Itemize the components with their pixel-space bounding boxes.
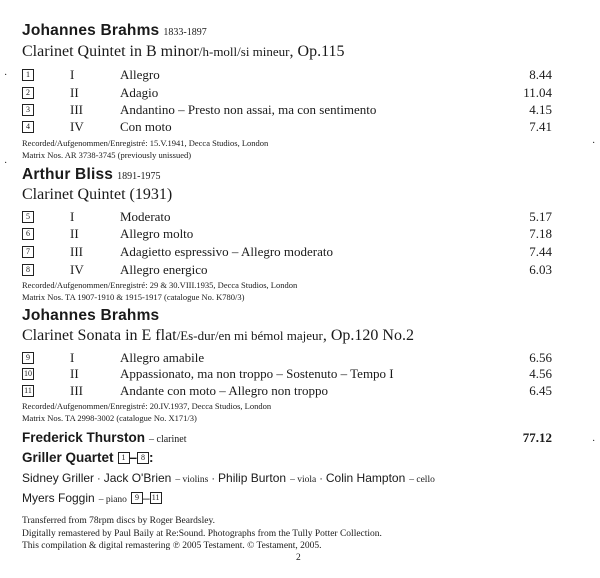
movement-number: IV [70,119,84,134]
track-duration: 6.03 [529,262,552,277]
track-range-dash: – [142,491,150,505]
page-number: 2 [296,553,301,563]
track-row [22,209,552,226]
movement-title: Andante con moto – Allegro non troppo [120,383,328,398]
track-range-start-box: 9 [131,492,143,504]
movement-number: III [70,383,83,398]
track-number-box: 2 [22,87,34,99]
composer-dates: 1833-1897 [163,27,207,38]
movement-title: Adagio [120,85,159,100]
member-name: Sidney Griller [22,471,95,485]
member-role: – cello [409,475,435,485]
track-range-end-box: 11 [150,492,162,504]
track-duration: 7.41 [529,119,552,134]
scan-mark: · [4,158,8,169]
scan-mark: · [592,436,596,447]
track-duration: 4.15 [529,102,552,117]
movement-title: Allegro amabile [120,350,205,365]
recording-note: Recorded/Aufgenommen/Enregistré: 15.V.1941, Decca Studios, London [22,138,269,148]
track-row [22,85,552,102]
work-title-translations: /h-moll/si mineur [198,44,290,59]
composer-heading-bliss [22,166,160,184]
performer-clarinet [22,429,187,447]
movement-number: I [70,209,75,224]
track-duration: 4.56 [529,366,552,381]
track-number-box: 10 [24,369,32,378]
work-opus: , Op.115 [289,43,345,60]
member-name: Colin Hampton [325,471,406,485]
work-title-brahms-quintet [22,43,344,61]
movement-number: II [70,366,79,381]
separator-dot: · [211,473,216,485]
pianist-role: – piano [98,495,127,505]
track-number-box: 9 [22,352,34,364]
recording-note: Recorded/Aufgenommen/Enregistré: 29 & 30.VIII.1935, Decca Studios, London [22,280,298,290]
track-row [22,350,552,367]
credits-block [22,515,382,553]
composer-heading-brahms [22,22,207,40]
performer-name: Frederick Thurston [22,430,146,445]
composer-name: Johannes Brahms [22,307,160,324]
matrix-note: Matrix Nos. TA 2998-3002 (catalogue No. X171/3) [22,413,197,423]
track-range-start-box: 1 [118,452,130,464]
composer-name: Johannes Brahms [22,22,160,39]
ensemble-name: Griller Quartet [22,450,114,465]
track-row [22,226,552,243]
movement-title: Allegro molto [120,226,194,241]
track-row [22,262,552,279]
track-row [22,119,552,136]
work-opus: , Op.120 No.2 [322,327,414,344]
member-name: Philip Burton [218,471,287,485]
composer-dates: 1891-1975 [117,171,161,182]
movement-title: Con moto [120,119,172,134]
performer-quartet [22,449,154,467]
composer-heading-brahms-sonata [22,307,159,325]
track-row [22,102,552,119]
track-duration: 6.56 [529,350,552,365]
composer-name: Arthur Bliss [22,166,114,183]
pianist-name: Myers Foggin [22,491,95,505]
movement-number: II [70,226,79,241]
scan-mark: · [4,70,8,81]
track-range-end-box: 8 [137,452,149,464]
credit-line: This compilation & digital remastering ℗ 2005 Testament. © Testament, 2005. [22,541,322,551]
movement-title: Andantino – Presto non assai, ma con sentimento [120,102,377,117]
work-title-brahms-sonata [22,327,414,345]
track-duration: 6.45 [529,383,552,398]
work-title: Clarinet Quintet (1931) [22,186,173,203]
movement-title: Moderato [120,209,171,224]
movement-title: Appassionato, ma non troppo – Sostenuto – Tempo I [120,366,394,381]
track-duration: 8.44 [529,67,552,82]
work-title: Clarinet Quintet in B minor [22,43,199,60]
track-row [22,244,552,261]
track-duration: 7.18 [529,226,552,241]
track-row [22,366,552,383]
total-duration: 77.12 [522,430,552,445]
track-number-box: 5 [22,211,34,223]
track-number-box: 1 [22,69,34,81]
track-row [22,383,552,400]
member-role: – viola [290,475,317,485]
credit-line: Digitally remastered by Paul Baily at Re:Sound. Photographs from the Tully Potter Collection. [22,528,382,539]
track-number-box: 4 [22,121,34,133]
movement-title: Adagietto espressivo – Allegro moderato [120,244,334,259]
movement-number: IV [70,262,84,277]
movement-title: Allegro energico [120,262,208,277]
range-colon: : [149,450,154,465]
matrix-note: Matrix Nos. AR 3738-3745 (previously unissued) [22,150,192,160]
track-range-dash: – [129,450,138,465]
movement-number: I [70,350,75,365]
work-title: Clarinet Sonata in E flat [22,327,177,344]
track-number-box: 11 [22,385,34,397]
movement-number: III [70,244,83,259]
credit-line: Transferred from 78rpm discs by Roger Beardsley. [22,516,215,526]
recording-note: Recorded/Aufgenommen/Enregistré: 20.IV.1937, Decca Studios, London [22,401,272,411]
track-duration: 11.04 [523,85,552,100]
work-title-translations: /Es-dur/en mi bémol majeur [176,328,323,343]
separator-dot: · [319,473,323,485]
performer-role: – clarinet [149,434,187,445]
movement-number: III [70,102,83,117]
track-number-box: 3 [22,104,34,116]
track-number-box: 7 [22,246,34,258]
movement-number: II [70,85,79,100]
movement-number: I [70,67,75,82]
track-row [22,67,552,84]
quartet-members [22,469,435,487]
track-duration: 7.44 [529,244,552,259]
work-title-bliss-quintet [22,186,172,204]
member-name: Jack O'Brien [103,471,172,485]
track-duration: 5.17 [529,209,552,224]
movement-title: Allegro [120,67,160,82]
scan-mark: · [592,138,596,149]
matrix-note: Matrix Nos. TA 1907-1910 & 1915-1917 (catalogue No. K780/3) [22,292,245,302]
separator-dot: · [97,473,101,485]
track-number-box: 6 [22,228,34,240]
performer-piano [22,489,162,507]
track-number-box: 8 [22,264,34,276]
member-role: – violins [175,475,209,485]
